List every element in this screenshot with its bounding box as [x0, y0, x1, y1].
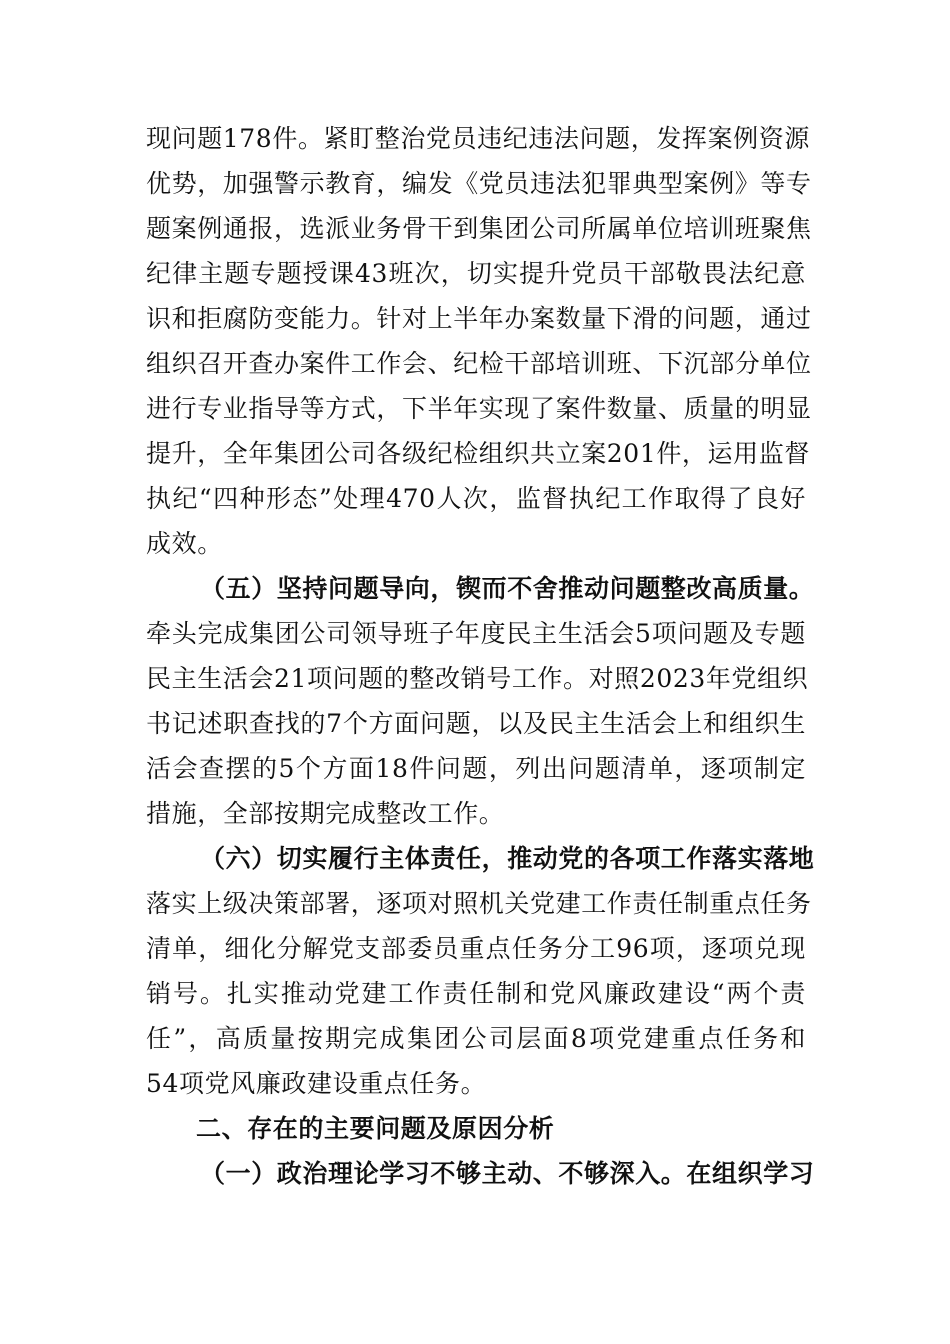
paragraph-line: 措施，全部按期完成整改工作。: [146, 799, 505, 828]
paragraph-line: 活会查摆的5个方面18件问题，列出问题清单，逐项制定: [146, 754, 806, 783]
paragraph-line: 提升，全年集团公司各级纪检组织共立案201件，运用监督: [146, 439, 810, 468]
paragraph-line: 识和拒腐防变能力。针对上半年办案数量下滑的问题，通过: [146, 304, 812, 333]
paragraph-line: 成效。: [146, 529, 223, 558]
section-heading-5: （五）坚持问题导向，锲而不舍推动问题整改高质量。: [200, 574, 815, 603]
paragraph-line: 牵头完成集团公司领导班子年度民主生活会5项问题及专题: [146, 619, 806, 648]
paragraph-line: 54项党风廉政建设重点任务。: [146, 1069, 487, 1098]
paragraph-line: 落实上级决策部署，逐项对照机关党建工作责任制重点任务: [146, 889, 812, 918]
paragraph-line: 题案例通报，选派业务骨干到集团公司所属单位培训班聚焦: [146, 214, 812, 243]
paragraph-line: 进行专业指导等方式，下半年实现了案件数量、质量的明显: [146, 394, 812, 423]
paragraph-line: 民主生活会21项问题的整改销号工作。对照2023年党组织: [146, 664, 809, 693]
paragraph-line: 任”，高质量按期完成集团公司层面8项党建重点任务和: [146, 1024, 806, 1053]
chapter-heading-2: 二、存在的主要问题及原因分析: [196, 1114, 555, 1143]
paragraph-line: 组织召开查办案件工作会、纪检干部培训班、下沉部分单位: [146, 349, 812, 378]
section-heading-1: （一）政治理论学习不够主动、不够深入。在组织学习: [200, 1159, 815, 1188]
paragraph-line: 清单，细化分解党支部委员重点任务分工96项，逐项兑现: [146, 934, 806, 963]
paragraph-line: 执纪“四种形态”处理470人次，监督执纪工作取得了良好: [146, 484, 806, 513]
section-heading-6: （六）切实履行主体责任，推动党的各项工作落实落地: [200, 844, 815, 873]
paragraph-line: 书记述职查找的7个方面问题，以及民主生活会上和组织生: [146, 709, 806, 738]
paragraph-line: 销号。扎实推动党建工作责任制和党风廉政建设“两个责: [146, 979, 806, 1008]
paragraph-line: 优势，加强警示教育，编发《党员违法犯罪典型案例》等专: [146, 169, 812, 198]
paragraph-line: 现问题178件。紧盯整治党员违纪违法问题，发挥案例资源: [146, 124, 810, 153]
paragraph-line: 纪律主题专题授课43班次，切实提升党员干部敬畏法纪意: [146, 259, 806, 288]
